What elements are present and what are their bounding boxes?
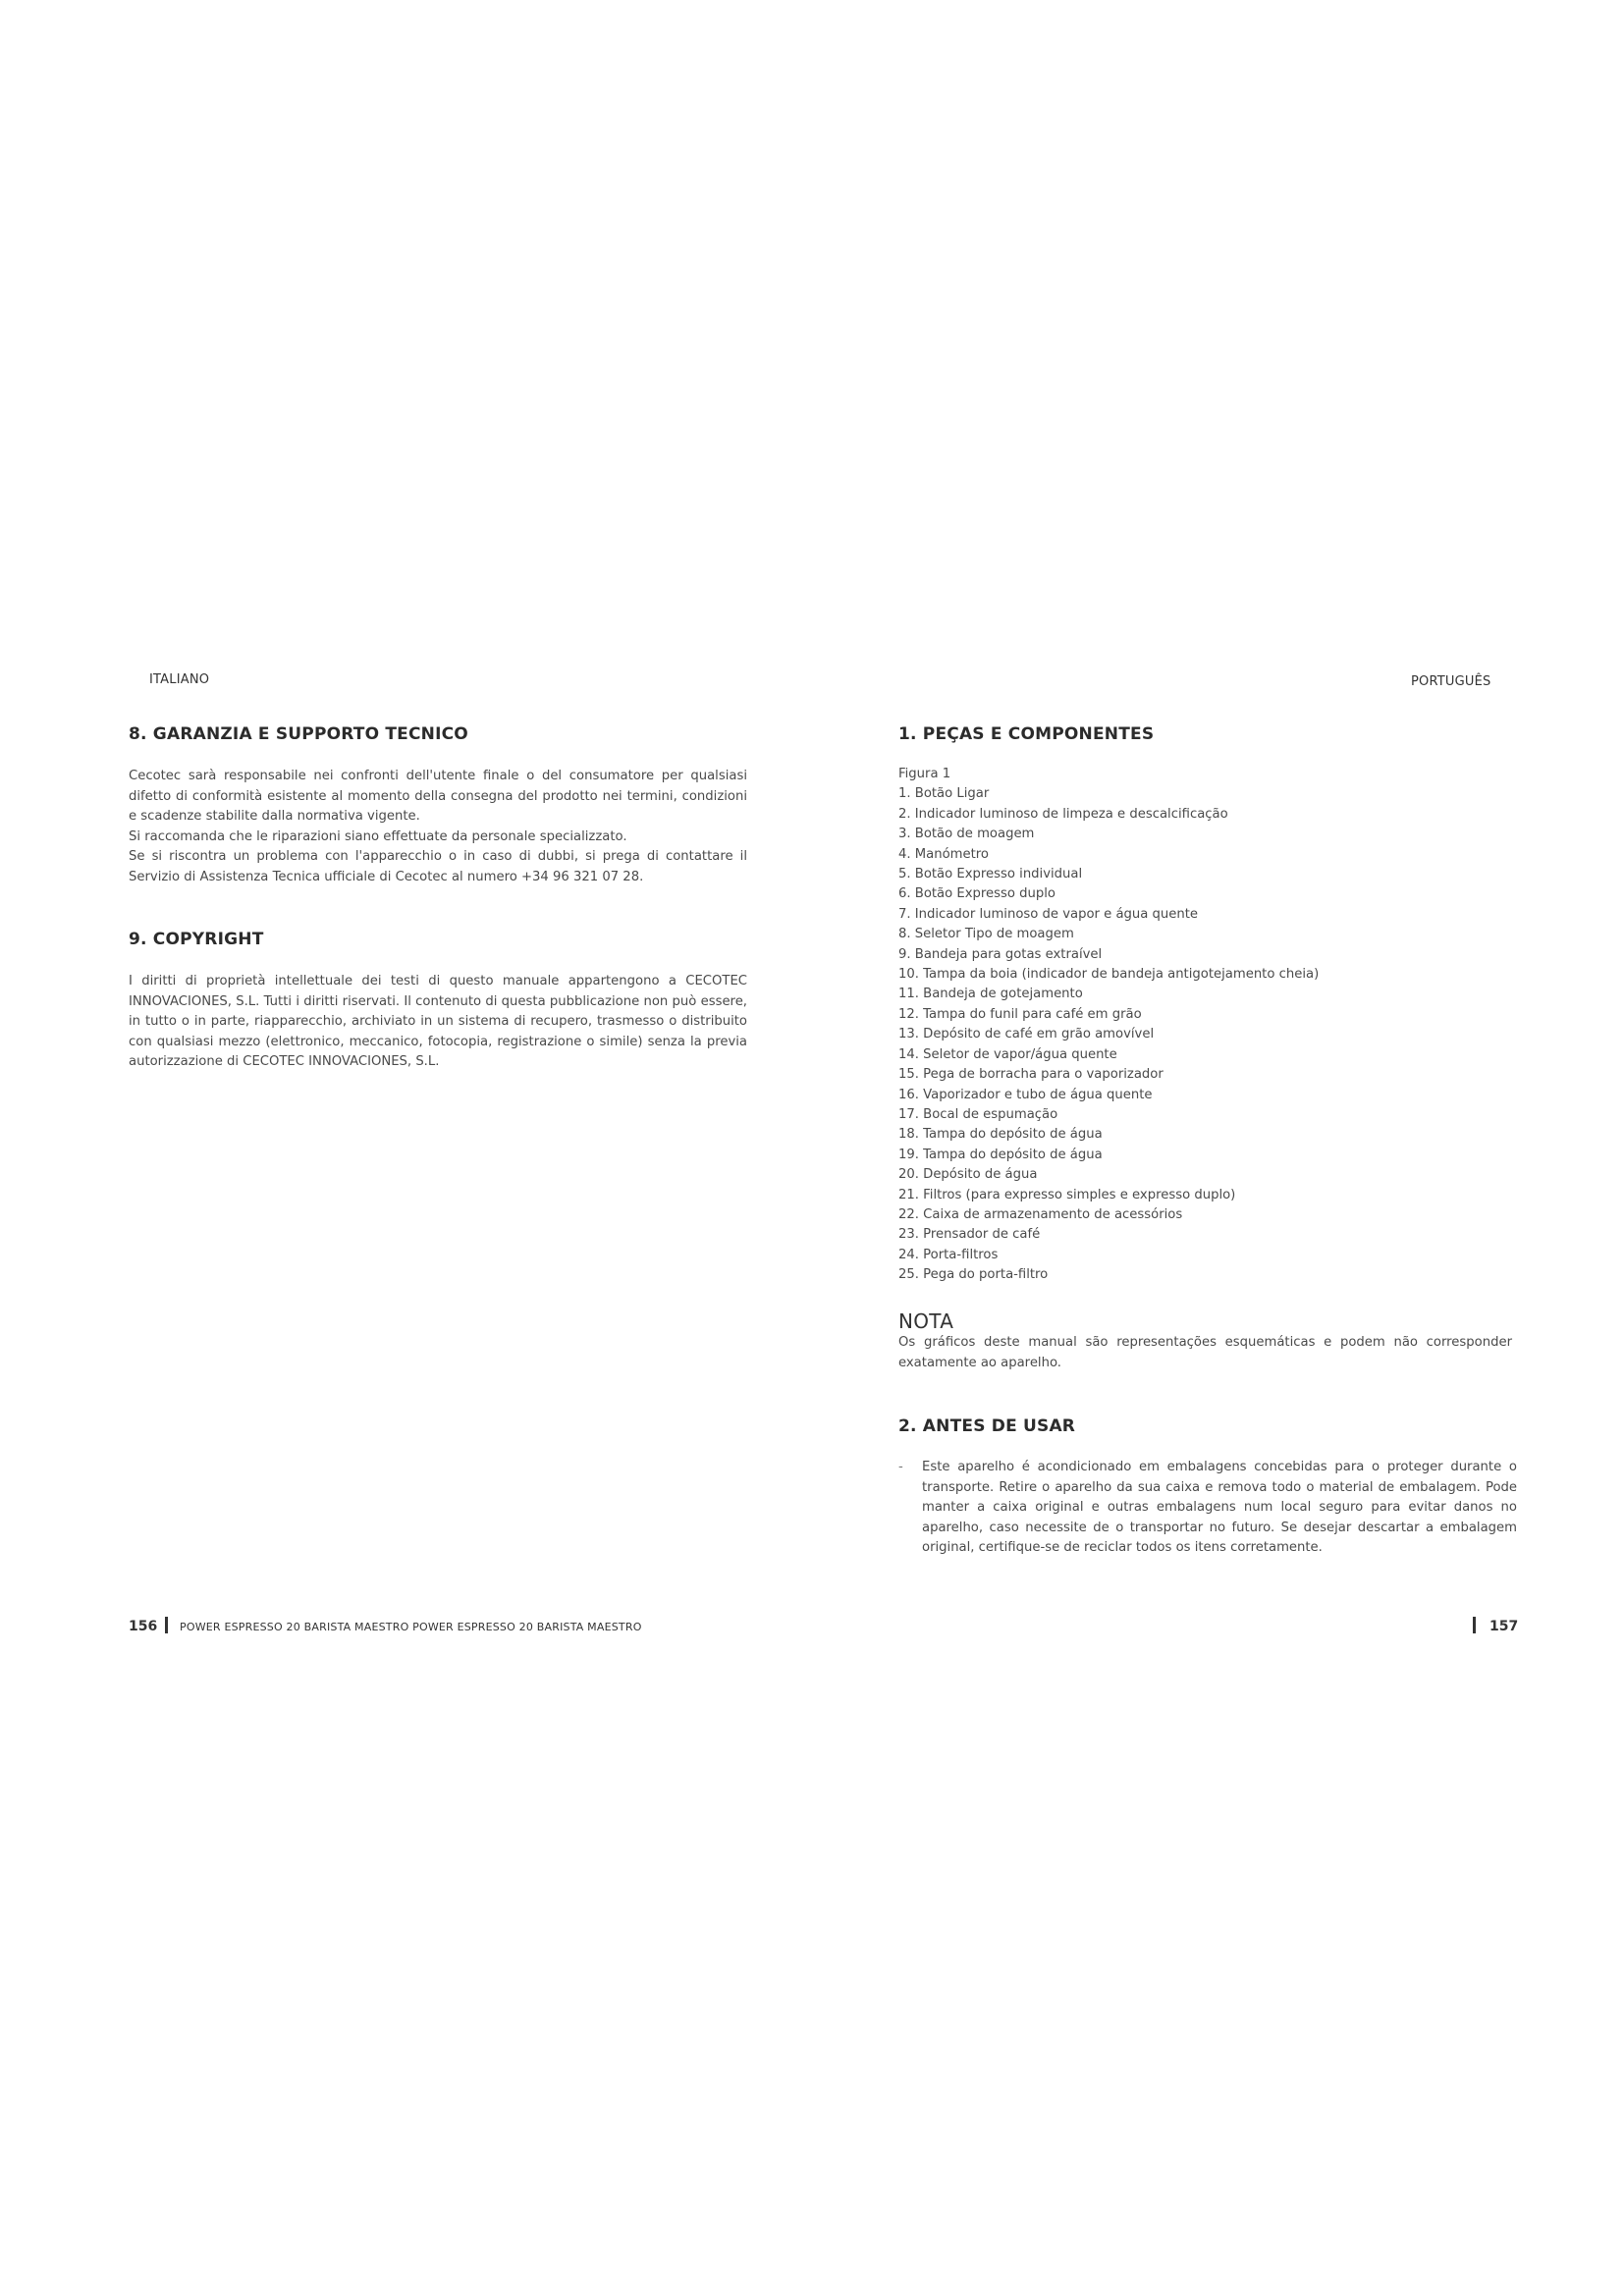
left-page-language: ITALIANO bbox=[149, 672, 210, 687]
section-9-title: 9. COPYRIGHT bbox=[129, 930, 264, 949]
right-page-number: 157 bbox=[1489, 1619, 1519, 1634]
list-item: 17. Bocal de espumação bbox=[898, 1106, 1058, 1122]
nota-title: NOTA bbox=[898, 1309, 954, 1333]
list-item: 25. Pega do porta-filtro bbox=[898, 1267, 1049, 1283]
list-item: 6. Botão Expresso duplo bbox=[898, 886, 1056, 902]
section-8-paragraph-1: Cecotec sarà responsabile nei confronti dell'utente finale o del consumatore per qualsiasi difetto di conformità esistente al momento della consegna del prodotto nei termini, condizioni e scadenze stabilite dalla normativa vigente. bbox=[129, 769, 747, 824]
list-item: 3. Botão de moagem bbox=[898, 827, 1035, 842]
section-2-bullet-text: Este aparelho é acondicionado em embalagens concebidas para o proteger durante o transporte. Retire o aparelho da sua caixa e remova todo o material de embalagem. Pode manter a caixa original e outras embalagens num local seguro para evitar danos no aparelho, caso necessite de o transportar no futuro. Se desejar descartar a embalagem original, certifique-se de reciclar todos os itens corretamente. bbox=[922, 1460, 1517, 1555]
list-item: 5. Botão Expresso individual bbox=[898, 867, 1083, 882]
list-item: 24. Porta-filtros bbox=[898, 1247, 999, 1262]
list-item: 13. Depósito de café em grão amovível bbox=[898, 1027, 1155, 1042]
nota-body bbox=[898, 1333, 1512, 1373]
list-item: 21. Filtros (para expresso simples e expresso duplo) bbox=[898, 1187, 1236, 1202]
list-item: 20. Depósito de água bbox=[898, 1167, 1038, 1183]
list-item: 18. Tampa do depósito de água bbox=[898, 1127, 1103, 1143]
list-item: 23. Prensador de café bbox=[898, 1227, 1041, 1243]
section-2-bullet bbox=[898, 1458, 1517, 1559]
left-footer-divider bbox=[165, 1617, 168, 1633]
section-9-body bbox=[129, 972, 747, 1073]
nota-text: Os gráficos deste manual são representações esquemáticas e podem não corresponder exatamente ao aparelho. bbox=[898, 1335, 1512, 1370]
right-page-language: PORTUGUÊS bbox=[1411, 674, 1491, 689]
list-item: 22. Caixa de armazenamento de acessórios bbox=[898, 1206, 1183, 1222]
section-8-title: 8. GARANZIA E SUPPORTO TECNICO bbox=[129, 724, 468, 744]
section-8-paragraph-2: Si raccomanda che le riparazioni siano effettuate da personale specializzato. bbox=[129, 828, 627, 844]
list-item: 4. Manómetro bbox=[898, 846, 989, 862]
components-list bbox=[898, 784, 1527, 1285]
left-footer-product: POWER ESPRESSO 20 BARISTA MAESTRO POWER ESPRESSO 20 BARISTA MAESTRO bbox=[180, 1621, 642, 1633]
section-8-body bbox=[129, 767, 747, 887]
section-9-paragraph-1: I diritti di proprietà intellettuale dei testi di questo manuale appartengono a CECOTEC INNOVACIONES, S.L. Tutti i diritti riservati. Il contenuto di questa pubblicazione non può essere, in tutto o in parte, riapparecchio, archiviato in un sistema di recupero, trasmesso o distribuito con qualsiasi mezzo (elettronico, meccanico, fotocopia, registrazione o simile) senza la previa autorizzazione di CECOTEC INNOVACIONES, S.L. bbox=[129, 974, 747, 1069]
list-item: 19. Tampa do depósito de água bbox=[898, 1147, 1103, 1162]
list-item: 15. Pega de borracha para o vaporizador bbox=[898, 1067, 1164, 1083]
bullet-marker: - bbox=[898, 1460, 903, 1474]
list-item: 10. Tampa da boia (indicador de bandeja antigotejamento cheia) bbox=[898, 967, 1320, 983]
section-1-title: 1. PEÇAS E COMPONENTES bbox=[898, 724, 1155, 744]
list-item: 11. Bandeja de gotejamento bbox=[898, 987, 1083, 1002]
list-item: 14. Seletor de vapor/água quente bbox=[898, 1046, 1117, 1062]
list-item: 9. Bandeja para gotas extraível bbox=[898, 946, 1103, 962]
list-item: 8. Seletor Tipo de moagem bbox=[898, 927, 1074, 942]
list-item: 16. Vaporizador e tubo de água quente bbox=[898, 1087, 1153, 1102]
components-block bbox=[898, 765, 1527, 1286]
section-8-paragraph-3: Se si riscontra un problema con l'apparecchio o in caso di dubbi, si prega di contattare il Servizio di Assistenza Tecnica ufficiale di Cecotec al numero +34 96 321 07 28. bbox=[129, 849, 747, 884]
list-item: 7. Indicador luminoso de vapor e água quente bbox=[898, 906, 1199, 922]
list-item: 2. Indicador luminoso de limpeza e descalcificação bbox=[898, 806, 1228, 822]
figure-label: Figura 1 bbox=[898, 767, 951, 781]
list-item: 12. Tampa do funil para café em grão bbox=[898, 1006, 1142, 1022]
section-2-title: 2. ANTES DE USAR bbox=[898, 1416, 1076, 1436]
left-page-number: 156 bbox=[129, 1619, 158, 1634]
list-item: 1. Botão Ligar bbox=[898, 786, 990, 802]
right-footer-divider bbox=[1473, 1617, 1476, 1633]
